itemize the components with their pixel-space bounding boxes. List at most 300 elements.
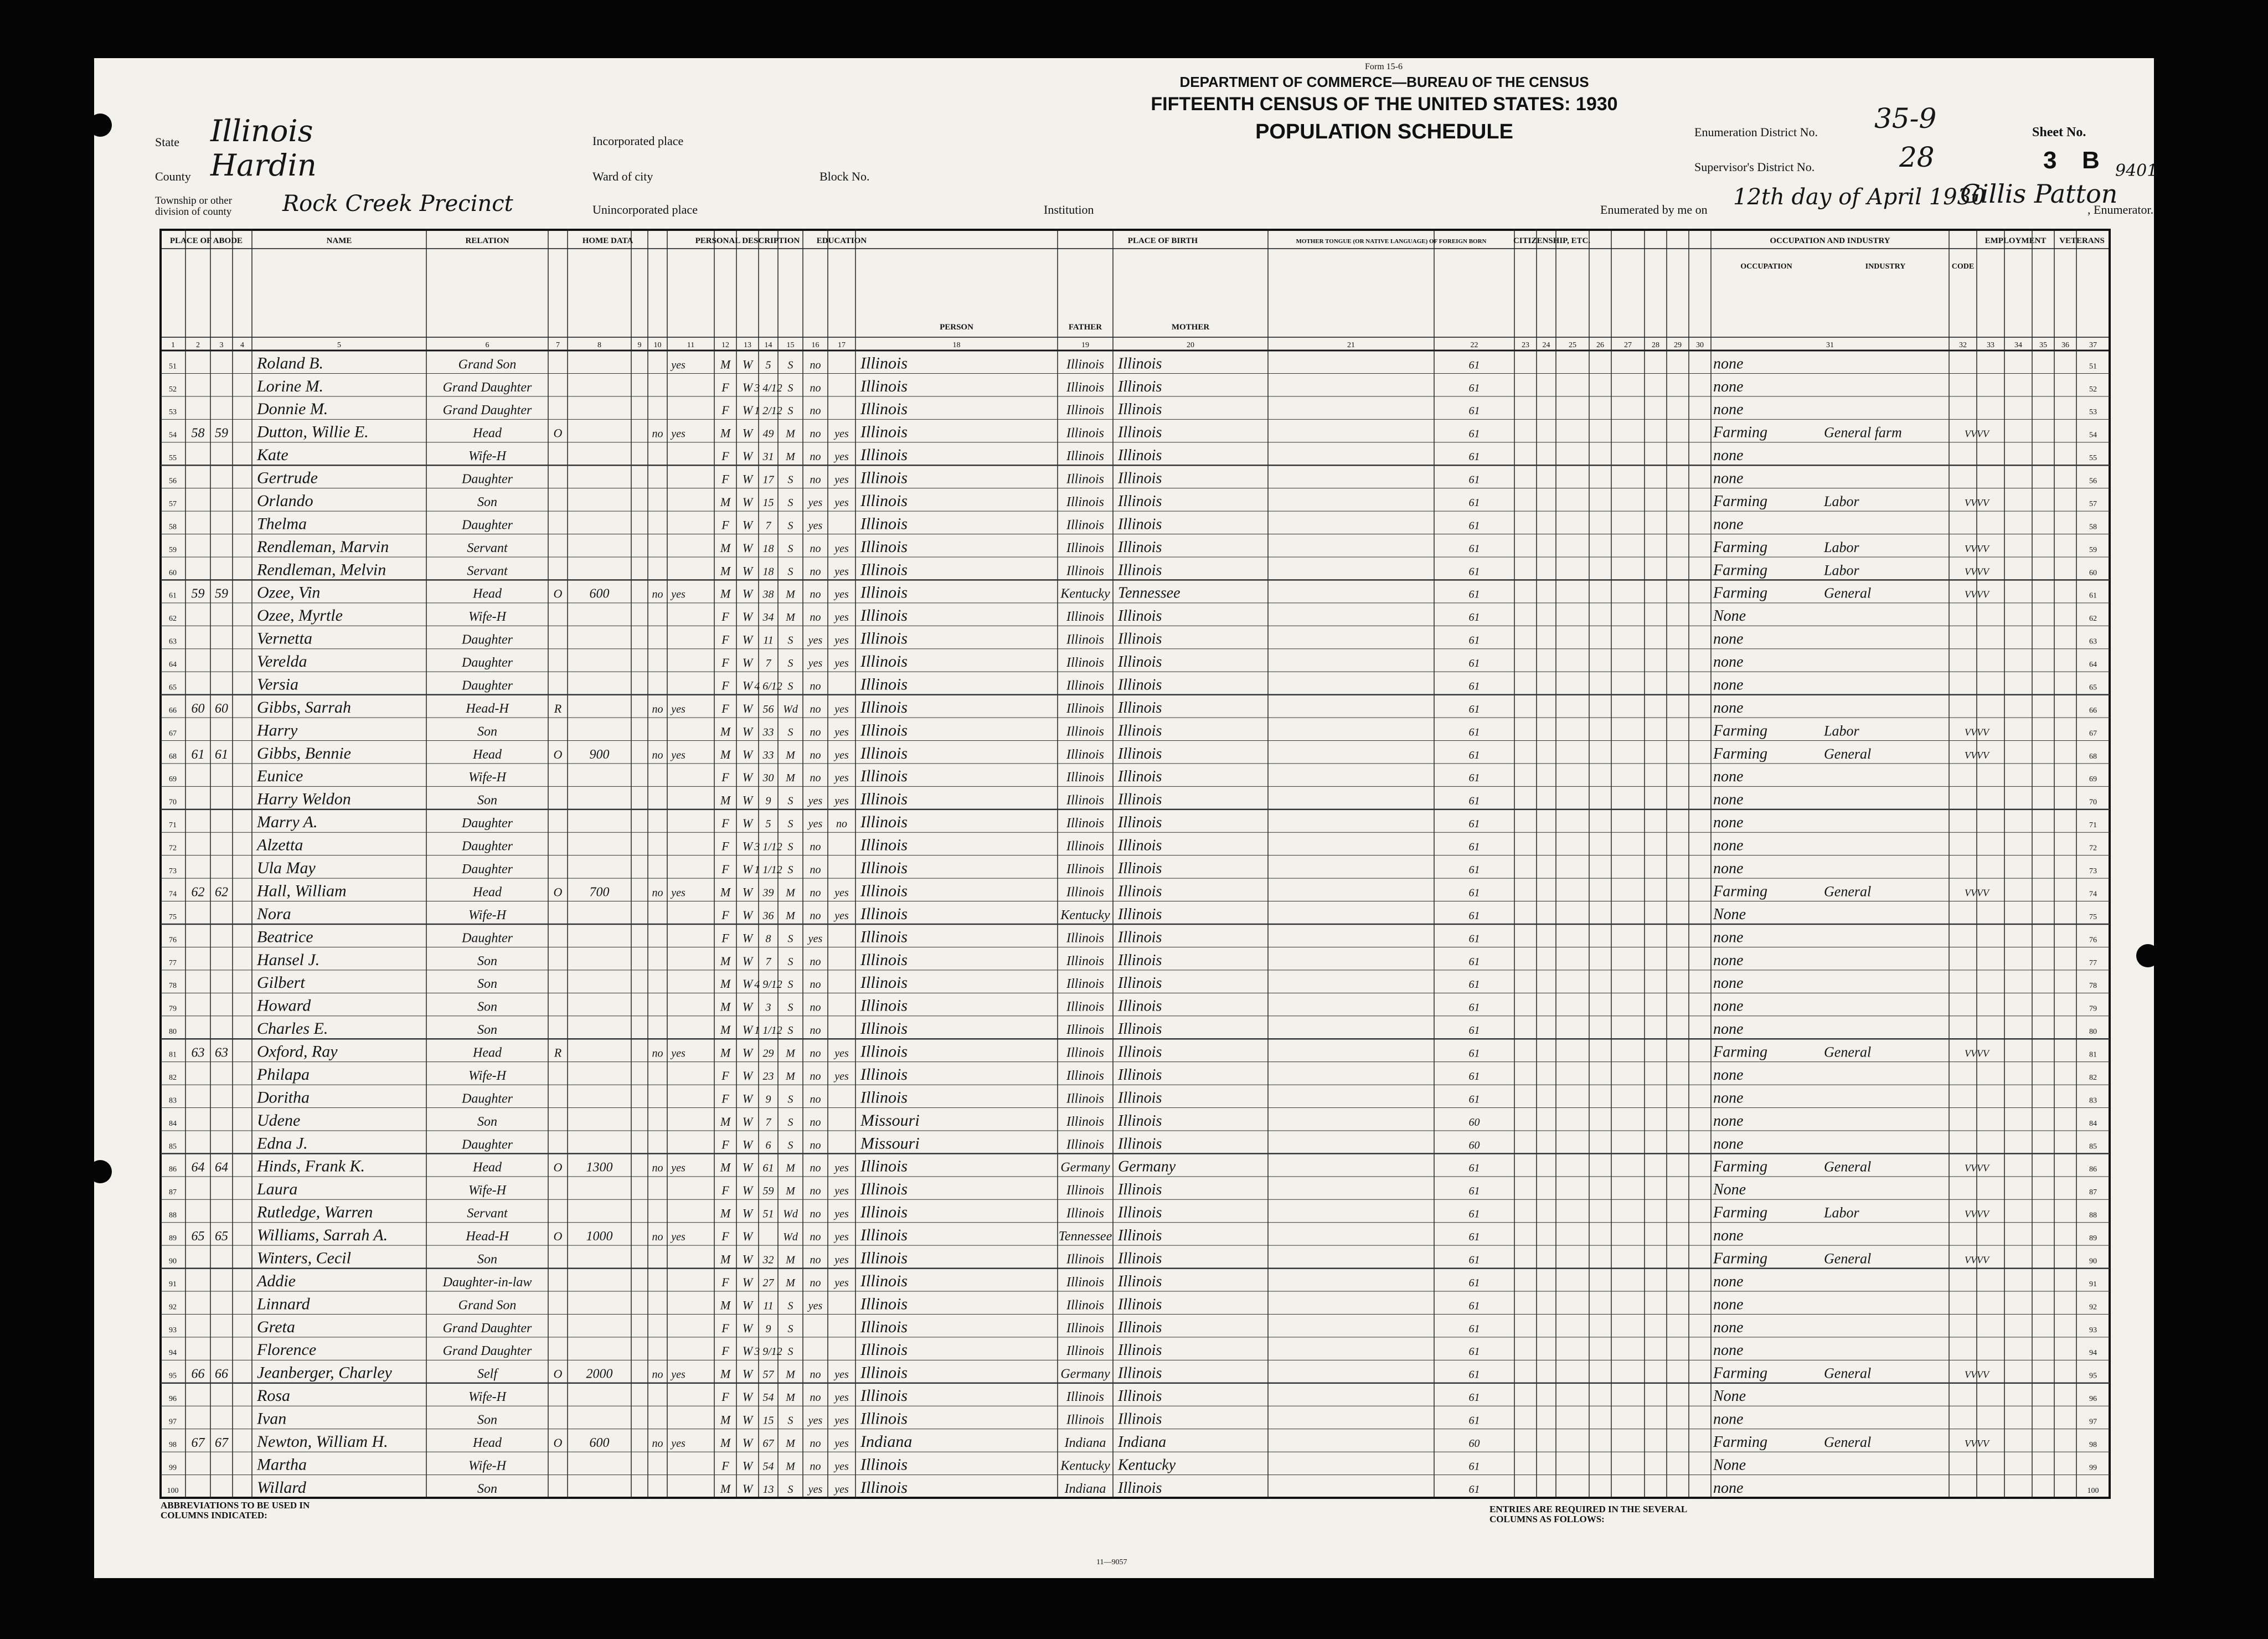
person-birthplace: Illinois [860,790,908,808]
sex: M [720,1206,731,1220]
marital-condition: S [787,519,793,532]
person-name: Donnie M. [257,400,328,419]
father-birthplace: Illinois [1066,656,1105,671]
mother-tongue-code: 61 [1468,359,1480,372]
mother-tongue-code: 61 [1468,841,1480,853]
father-birthplace: Kentucky [1060,908,1110,922]
column-group-heading: HOME DATA [582,236,633,245]
column-number: 11 [687,341,695,349]
relation: Son [477,977,497,992]
industry: Labor [1824,562,1859,579]
person-name: Addie [257,1271,296,1290]
sex: M [720,1114,731,1128]
school-attendance: no [810,1116,821,1128]
father-birthplace: Illinois [1066,518,1105,533]
race: W [742,472,753,486]
radio-set: no [652,1231,663,1244]
line-number: 94 [169,1349,177,1358]
occupation: none [1713,470,1744,487]
person-name: Edna J. [257,1134,308,1153]
column-number: 30 [1696,341,1704,349]
occupation: Farming [1713,1204,1767,1221]
line-number-right: 67 [2089,729,2097,738]
age: 1 1/12 [754,864,782,877]
can-read-write: yes [834,1368,849,1381]
column-number: 22 [1470,341,1478,349]
mother-birthplace: Indiana [1118,1434,1167,1451]
race: W [742,839,753,853]
county-label: County [155,169,191,183]
person-birthplace: Illinois [860,1203,908,1221]
form-number: Form 15-6 [1365,62,1403,71]
race: W [742,540,753,555]
industry: Labor [1824,723,1859,739]
line-number: 66 [169,706,177,715]
father-birthplace: Illinois [1066,1321,1105,1336]
mother-tongue-code: 61 [1468,978,1480,991]
mother-tongue-code: 61 [1468,611,1480,624]
column-number: 12 [721,341,729,349]
line-number: 60 [169,569,177,578]
school-attendance: no [810,1254,821,1266]
marital-condition: M [786,772,795,785]
person-name: Williams, Sarrah A. [257,1226,388,1245]
race: W [742,610,753,624]
mother-tongue-code: 61 [1468,1414,1480,1427]
marital-condition: M [786,1047,795,1060]
marital-condition: Wd [783,703,798,715]
line-number-right: 57 [2089,499,2097,508]
occupation: Farming [1713,1158,1767,1176]
school-attendance: no [810,955,821,968]
father-birthplace: Kentucky [1060,1458,1110,1473]
occupation: none [1713,1410,1744,1428]
column-number: 2 [196,341,200,349]
relation: Wife-H [468,908,506,922]
race: W [742,678,753,693]
mother-birthplace: Illinois [1118,1020,1162,1038]
marital-condition: S [787,1001,793,1014]
line-number-right: 51 [2089,362,2097,371]
occupation: none [1713,951,1744,969]
mother-birthplace: Illinois [1118,1043,1162,1061]
industry: General [1824,1434,1872,1451]
mother-tongue-code: 61 [1468,1231,1480,1244]
farm-residence: yes [671,427,685,440]
school-attendance: yes [808,818,823,831]
school-attendance: no [810,1047,821,1060]
column-number: 36 [2061,341,2069,349]
can-read-write: yes [834,657,849,670]
column-number: 32 [1959,341,1967,349]
mother-tongue-code: 61 [1468,1070,1480,1083]
person-name: Philapa [257,1065,310,1084]
race: W [742,885,753,899]
can-read-write: no [836,818,847,831]
home-tenure: O [553,1436,563,1450]
person-name: Willard [257,1478,306,1497]
marital-condition: S [787,1093,793,1106]
column-number: 33 [1987,341,1994,349]
line-number: 52 [169,385,177,394]
race: W [742,770,753,785]
farm-residence: yes [671,588,685,601]
race: W [742,632,753,647]
mother-tongue-code: 61 [1468,657,1480,670]
line-number: 59 [169,545,177,554]
sex: F [721,1321,729,1335]
sex: M [720,540,731,555]
relation: Grand Son [458,357,517,372]
line-number-right: 70 [2089,798,2097,807]
mother-tongue-code: 61 [1468,451,1480,463]
mother-birthplace: Illinois [1118,1089,1162,1107]
age: 7 [765,657,771,670]
race: W [742,862,753,877]
line-number: 75 [169,913,177,921]
farm-residence: yes [671,703,685,715]
race: W [742,1367,753,1381]
marital-condition: M [786,588,795,601]
marital-condition: S [787,1322,793,1335]
marital-condition: S [787,1139,793,1152]
occupation-code: VVVV [1965,1162,1989,1174]
relation: Daughter [462,816,513,831]
sex: M [720,586,731,601]
mother-tongue-code: 61 [1468,1001,1480,1014]
column-number: 16 [811,341,819,349]
relation: Son [477,1413,497,1427]
schedule-title: POPULATION SCHEDULE [1255,120,1513,143]
occupation: none [1713,355,1744,373]
line-number-right: 90 [2089,1257,2097,1266]
occupation: none [1713,401,1744,419]
line-number: 89 [169,1234,177,1243]
person-name: Greta [257,1317,295,1336]
mother-tongue-code: 61 [1468,1300,1480,1312]
school-attendance: no [810,1208,821,1220]
township-value: Rock Creek Precinct [282,191,513,217]
line-number-right: 75 [2089,913,2097,921]
person-birthplace: Illinois [860,491,908,510]
line-number-right: 65 [2089,683,2097,692]
race: W [742,1390,753,1404]
occupation: None [1713,905,1746,923]
marital-condition: S [787,382,793,394]
person-birthplace: Illinois [860,1065,908,1084]
marital-condition: S [787,542,793,555]
sex: M [720,1298,731,1312]
line-number-right: 93 [2089,1326,2097,1334]
occupation: none [1713,1272,1744,1290]
department-heading: DEPARTMENT OF COMMERCE—BUREAU OF THE CENSUS [1179,74,1589,90]
industry: General [1824,1365,1872,1382]
mother-birthplace: Illinois [1118,561,1162,579]
sex: F [721,701,729,715]
age: 59 [762,1185,774,1198]
farm-residence: yes [671,1231,685,1244]
line-number: 77 [169,958,177,967]
column-number: 10 [653,341,662,349]
enumerated-label: Enumerated by me on [1600,203,1708,217]
industry: General [1824,745,1872,762]
line-number: 88 [169,1211,177,1220]
school-attendance: no [810,1070,821,1083]
mother-tongue-code: 61 [1468,634,1480,647]
sex: M [720,999,731,1014]
sex: M [720,426,731,440]
age: 23 [762,1070,774,1083]
relation: Servant [467,1206,508,1221]
can-read-write: yes [834,1231,849,1244]
sex: F [721,1229,729,1244]
occupation: Farming [1713,538,1767,556]
age: 18 [762,565,774,578]
father-birthplace: Illinois [1066,1183,1105,1198]
race: W [742,1068,753,1083]
relation: Son [477,793,497,808]
school-attendance: no [810,978,821,991]
relation: Daughter [462,931,513,946]
sex: M [720,1481,731,1496]
occupation: none [1713,699,1744,717]
age: 15 [762,496,774,509]
father-birthplace: Illinois [1066,540,1105,555]
column-number: 15 [786,341,795,349]
sex: F [721,610,729,624]
radio-set: no [652,427,663,440]
dwelling-number: 62 [191,885,205,900]
father-birthplace: Illinois [1066,1068,1105,1083]
census-sheet [94,58,2158,1578]
person-name: Thelma [257,514,307,533]
school-attendance: yes [808,1300,823,1312]
school-attendance: no [810,1024,821,1037]
line-number: 74 [169,890,177,899]
mother-tongue-code: 61 [1468,1093,1480,1106]
dwelling-number: 58 [191,426,205,441]
mother-tongue-code: 61 [1468,1024,1480,1037]
father-birthplace: Illinois [1066,1091,1105,1106]
line-number: 87 [169,1188,177,1197]
line-number-right: 97 [2089,1418,2097,1426]
person-birthplace: Illinois [860,1180,908,1199]
census-title: FIFTEENTH CENSUS OF THE UNITED STATES: 1930 [1151,94,1618,115]
age: 56 [762,703,774,715]
industry: General [1824,883,1872,900]
school-attendance: no [810,359,821,372]
father-birthplace: Illinois [1066,977,1105,992]
father-birthplace: Illinois [1066,1298,1105,1313]
age: 57 [762,1368,774,1381]
age: 11 [763,634,774,647]
race: W [742,1045,753,1060]
mother-birthplace: Tennessee [1118,584,1181,602]
marital-condition: M [786,886,795,899]
person-birthplace: Illinois [860,560,908,579]
sex: M [720,1160,731,1174]
occupation: Farming [1713,492,1767,510]
line-number-right: 83 [2089,1096,2097,1105]
person-name: Doritha [257,1088,310,1107]
occupation-code: VVVV [1965,1369,1989,1380]
person-birthplace: Indiana [860,1432,913,1451]
father-birthplace: Tennessee [1058,1229,1112,1244]
dwelling-number: 67 [191,1436,205,1451]
sex: M [720,1436,731,1450]
occupation-code: VVVV [1965,1438,1989,1450]
school-attendance: no [810,427,821,440]
race: W [742,816,753,831]
father-birthplace: Illinois [1066,1206,1105,1221]
line-number: 82 [169,1073,177,1082]
age: 27 [762,1276,774,1289]
mother-tongue-code: 61 [1468,772,1480,785]
mother-birthplace: Illinois [1118,538,1162,556]
marital-condition: S [787,657,793,670]
school-attendance: no [810,473,821,486]
line-number: 84 [169,1119,177,1128]
race: W [742,1091,753,1106]
relation: Grand Daughter [442,380,532,395]
line-number: 85 [169,1142,177,1151]
mother-tongue-code: 61 [1468,795,1480,807]
marital-condition: M [786,611,795,624]
occupation: None [1713,1388,1746,1405]
mother-tongue-code: 61 [1468,1208,1480,1220]
occupation: none [1713,791,1744,808]
father-birthplace: Illinois [1066,472,1105,487]
mother-birthplace: Illinois [1118,492,1162,510]
can-read-write: yes [834,772,849,785]
line-number-right: 62 [2089,615,2097,623]
line-number-right: 77 [2089,958,2097,967]
race: W [742,931,753,945]
line-number: 63 [169,637,177,646]
line-number-right: 79 [2089,1004,2097,1013]
school-attendance: no [810,611,821,624]
marital-condition: M [786,1254,795,1266]
mother-tongue-code: 60 [1468,1437,1480,1450]
father-birthplace: Illinois [1066,1023,1105,1038]
line-number-right: 64 [2089,661,2097,669]
person-name: Rutledge, Warren [257,1203,373,1221]
father-birthplace: Illinois [1066,953,1105,968]
father-birthplace: Illinois [1066,885,1105,900]
marital-condition: Wd [783,1231,798,1244]
dwelling-number: 63 [191,1045,205,1060]
school-attendance: no [810,841,821,853]
marital-condition: S [787,405,793,418]
person-birthplace: Illinois [860,1019,908,1038]
father-birthplace: Illinois [1066,724,1105,739]
line-number-right: 81 [2089,1050,2097,1059]
mother-tongue-code: 61 [1468,1276,1480,1289]
line-number: 81 [169,1050,177,1059]
farm-residence: yes [671,1437,685,1450]
sex: M [720,564,731,578]
age: 7 [765,955,771,968]
person-birthplace: Illinois [860,537,908,556]
mother-tongue-code: 61 [1468,680,1480,693]
relation: Wife-H [468,1068,506,1083]
ward-label: Ward of city [592,169,653,183]
father-birthplace: Illinois [1066,862,1105,877]
marital-condition: S [787,1346,793,1358]
occupation-code: VVVV [1965,566,1989,578]
marital-condition: S [787,1300,793,1312]
marital-condition: S [787,864,793,877]
line-number-right: 100 [2087,1486,2099,1495]
marital-condition: S [787,795,793,807]
father-birthplace: Illinois [1066,632,1105,647]
line-number: 68 [169,752,177,761]
home-tenure: O [553,747,563,761]
sex: F [721,1344,729,1358]
age: 3 9/12 [754,1346,782,1358]
home-tenure: O [553,1367,563,1381]
line-number: 55 [169,454,177,463]
race: W [742,1458,753,1473]
marital-condition: M [786,749,795,761]
farm-residence: yes [671,749,685,761]
mother-tongue-code: 61 [1468,864,1480,877]
line-number-right: 84 [2089,1119,2097,1128]
column-number: 31 [1826,341,1834,349]
school-attendance: yes [808,1483,823,1496]
column-number: 34 [2014,341,2022,349]
sex: F [721,449,729,463]
school-attendance: no [810,1231,821,1244]
occupation: none [1713,837,1744,854]
mother-tongue-code: 61 [1468,1460,1480,1473]
marital-condition: S [787,841,793,853]
line-number: 54 [169,431,177,440]
mother-birthplace: Illinois [1118,653,1162,671]
school-attendance: no [810,680,821,693]
person-name: Gibbs, Bennie [257,744,351,762]
column-number: 18 [952,341,961,349]
person-name: Roland B. [257,354,323,373]
can-read-write: yes [834,795,849,807]
birthplace-subheading: PERSON [940,323,973,332]
line-number-right: 74 [2089,890,2097,899]
mother-tongue-code: 61 [1468,886,1480,899]
person-name: Vernetta [257,629,312,648]
person-name: Hall, William [257,882,347,900]
relation: Daughter [462,862,513,877]
person-name: Jeanberger, Charley [257,1363,392,1382]
can-read-write: yes [834,451,849,463]
relation: Wife-H [468,449,506,464]
industry: General [1824,585,1872,601]
person-birthplace: Illinois [860,652,908,671]
mother-birthplace: Illinois [1118,1388,1162,1405]
occupation: none [1713,516,1744,533]
mother-birthplace: Illinois [1118,1364,1162,1382]
person-name: Marry A. [257,813,318,832]
age: 8 [765,932,771,945]
age: 18 [762,542,774,555]
mother-tongue-code: 61 [1468,909,1480,922]
mother-birthplace: Kentucky [1118,1456,1176,1474]
home-value: 600 [589,586,610,601]
age: 31 [762,451,774,463]
column-number: 23 [1522,341,1529,349]
home-tenure: O [553,426,563,440]
school-attendance: no [810,1001,821,1014]
person-name: Alzetta [257,836,303,854]
